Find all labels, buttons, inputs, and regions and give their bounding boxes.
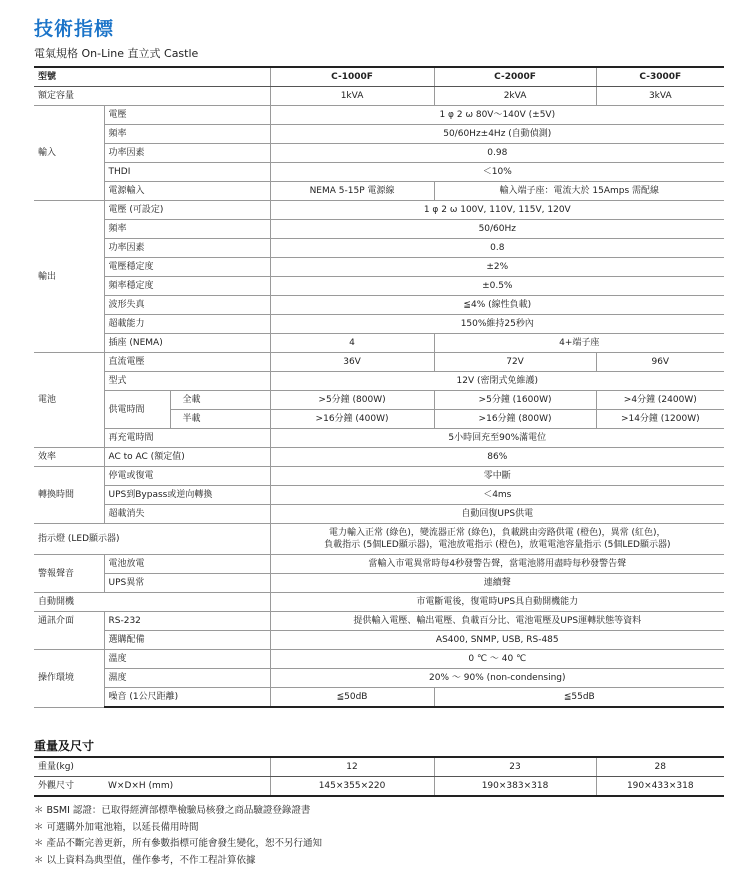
footnote: ＊ 以上資料為典型值，僅作參考，不作工程計算依據 bbox=[34, 854, 256, 866]
footnote: ＊ BSMI 認證：已取得經濟部標準檢驗局核發之商品驗證登錄證書 bbox=[34, 805, 311, 816]
led-description bbox=[270, 524, 724, 555]
cell-value: 1 φ 2 ω 100V, 110V, 115V, 120V bbox=[270, 201, 724, 220]
cell-value: 50/60Hz±4Hz (自動偵測) bbox=[270, 125, 724, 144]
row-label: 電壓 bbox=[104, 106, 270, 125]
table-row bbox=[34, 688, 724, 708]
category-env: 操作環境 bbox=[34, 650, 104, 708]
cell-value: 1kVA bbox=[270, 87, 434, 106]
cell-value: 輸入端子座：電流大於 15Amps 需配線 bbox=[434, 182, 724, 201]
table-row bbox=[34, 106, 724, 125]
cell-value: 36V bbox=[270, 353, 434, 372]
cell-value: 當輸入市電異常時每4秒發警告聲，當電池將用盡時每秒發警告聲 bbox=[270, 555, 724, 574]
cell-value: >16分鐘 (400W) bbox=[270, 410, 434, 429]
cell-value: 5小時回充至90%滿電位 bbox=[270, 429, 724, 448]
table-row bbox=[34, 593, 724, 612]
table-row bbox=[34, 555, 724, 574]
row-label: 停電或復電 bbox=[104, 467, 270, 486]
table-row bbox=[34, 182, 724, 201]
table-row bbox=[34, 144, 724, 163]
cell-value: 市電斷電後，復電時UPS具自動開機能力 bbox=[270, 593, 724, 612]
cell-value: 0.98 bbox=[270, 144, 724, 163]
table-row bbox=[34, 125, 724, 144]
row-label: 超載能力 bbox=[104, 315, 270, 334]
cell-value: 72V bbox=[434, 353, 596, 372]
table-row bbox=[34, 220, 724, 239]
row-label: 電壓穩定度 bbox=[104, 258, 270, 277]
cell-value: 3kVA bbox=[596, 87, 724, 106]
table-row bbox=[34, 429, 724, 448]
table-row bbox=[34, 372, 724, 391]
row-label: 供電時間 bbox=[104, 391, 170, 429]
table-row bbox=[34, 467, 724, 486]
cell-value: 145×355×220 bbox=[270, 777, 434, 797]
cell-value: >5分鐘 (800W) bbox=[270, 391, 434, 410]
cell-value: AS400, SNMP, USB, RS-485 bbox=[270, 631, 724, 650]
row-label: 直流電壓 bbox=[104, 353, 270, 372]
category-output: 輸出 bbox=[34, 201, 104, 353]
cell-value: 4 bbox=[270, 334, 434, 353]
weight-table bbox=[34, 756, 724, 797]
table-row bbox=[34, 334, 724, 353]
table-row bbox=[34, 258, 724, 277]
cell-value: ≦55dB bbox=[434, 688, 724, 708]
row-label: 插座 (NEMA) bbox=[104, 334, 270, 353]
cell-value: >4分鐘 (2400W) bbox=[596, 391, 724, 410]
row-label: 超載消失 bbox=[104, 505, 270, 524]
table-row bbox=[34, 277, 724, 296]
row-label: 重量(kg) bbox=[34, 757, 270, 777]
row-label: 溫度 bbox=[104, 650, 270, 669]
row-label: 功率因素 bbox=[104, 239, 270, 258]
cell-value: 2kVA bbox=[434, 87, 596, 106]
header-model-2: C-2000F bbox=[434, 67, 596, 87]
table-row bbox=[34, 448, 724, 467]
table-row bbox=[34, 650, 724, 669]
table-row bbox=[34, 669, 724, 688]
cell-value: 0 ℃ ～ 40 ℃ bbox=[270, 650, 724, 669]
led-line-1: 電力輸入正常 (綠色)，變流器正常 (綠色)，負載跳由旁路供電 (橙色)，異常 (紅色)， bbox=[329, 528, 666, 538]
category-comm: 通訊介面 bbox=[34, 612, 104, 650]
led-line-2: 負載指示 (5個LED顯示器)，電池放電指示 (橙色)，放電電池容量指示 (5個LED顯示器) bbox=[324, 540, 671, 550]
cell-value: >14分鐘 (1200W) bbox=[596, 410, 724, 429]
table-row bbox=[34, 757, 724, 777]
cell-value: 86% bbox=[270, 448, 724, 467]
cell-value: 96V bbox=[596, 353, 724, 372]
row-label: 電源輸入 bbox=[104, 182, 270, 201]
cell-value: 190×383×318 bbox=[434, 777, 596, 797]
row-label: 頻率穩定度 bbox=[104, 277, 270, 296]
cell-value: 20% ～ 90% (non-condensing) bbox=[270, 669, 724, 688]
row-label: AC to AC (額定值) bbox=[104, 448, 270, 467]
row-label: 頻率 bbox=[104, 220, 270, 239]
table-row bbox=[34, 631, 724, 650]
row-label: 功率因素 bbox=[104, 144, 270, 163]
row-label: 額定容量 bbox=[34, 87, 270, 106]
row-sublabel: 半載 bbox=[170, 410, 270, 429]
category-battery: 電池 bbox=[34, 353, 104, 448]
category-led: 指示燈 (LED顯示器) bbox=[34, 524, 270, 555]
cell-value: ＜4ms bbox=[270, 486, 724, 505]
category-autostart: 自動開機 bbox=[34, 593, 270, 612]
row-label: UPS異常 bbox=[104, 574, 270, 593]
table-row bbox=[34, 353, 724, 372]
cell-value: 1 φ 2 ω 80V～140V (±5V) bbox=[270, 106, 724, 125]
table-row bbox=[34, 574, 724, 593]
row-label: 頻率 bbox=[104, 125, 270, 144]
cell-value: ≦4% (線性負載) bbox=[270, 296, 724, 315]
cell-value: 28 bbox=[596, 757, 724, 777]
cell-value: 150%維持25秒內 bbox=[270, 315, 724, 334]
row-label: 濕度 bbox=[104, 669, 270, 688]
table-row bbox=[34, 201, 724, 220]
cell-value: 23 bbox=[434, 757, 596, 777]
row-label: RS-232 bbox=[104, 612, 270, 631]
row-label: 外觀尺寸 bbox=[34, 777, 104, 797]
row-label: 再充電時間 bbox=[104, 429, 270, 448]
category-alarm: 警報聲音 bbox=[34, 555, 104, 593]
table-row bbox=[34, 505, 724, 524]
cell-value: ±0.5% bbox=[270, 277, 724, 296]
cell-value: >16分鐘 (800W) bbox=[434, 410, 596, 429]
cell-value: ±2% bbox=[270, 258, 724, 277]
cell-value: >5分鐘 (1600W) bbox=[434, 391, 596, 410]
header-model-1: C-1000F bbox=[270, 67, 434, 87]
cell-value: 連續聲 bbox=[270, 574, 724, 593]
category-transfer: 轉換時間 bbox=[34, 467, 104, 524]
cell-value: 自動回復UPS供電 bbox=[270, 505, 724, 524]
header-model: 型號 bbox=[34, 67, 270, 87]
cell-value: ＜10% bbox=[270, 163, 724, 182]
table-header-row bbox=[34, 67, 724, 87]
table-row bbox=[34, 296, 724, 315]
category-input: 輸入 bbox=[34, 106, 104, 201]
row-sublabel: 全載 bbox=[170, 391, 270, 410]
row-label: 選購配備 bbox=[104, 631, 270, 650]
category-efficiency: 效率 bbox=[34, 448, 104, 467]
footnotes bbox=[34, 803, 322, 869]
cell-value: 12 bbox=[270, 757, 434, 777]
page-title: 技術指標 bbox=[34, 18, 115, 40]
footnote: ＊ 產品不斷完善更新，所有參數指標可能會發生變化，恕不另行通知 bbox=[34, 838, 323, 849]
row-label: 電壓 (可設定) bbox=[104, 201, 270, 220]
page-subtitle: 電氣規格 On-Line 直立式 Castle bbox=[34, 47, 199, 60]
table-row bbox=[34, 239, 724, 258]
cell-value: 提供輸入電壓、輸出電壓、負載百分比、電池電壓及UPS運轉狀態等資料 bbox=[270, 612, 724, 631]
table-row bbox=[34, 612, 724, 631]
cell-value: 50/60Hz bbox=[270, 220, 724, 239]
footnote: ＊ 可選購外加電池箱，以延長備用時間 bbox=[34, 821, 199, 833]
table-row bbox=[34, 315, 724, 334]
row-label: 波形失真 bbox=[104, 296, 270, 315]
table-row bbox=[34, 391, 724, 410]
cell-value: 12V (密閉式免維護) bbox=[270, 372, 724, 391]
table-row bbox=[34, 486, 724, 505]
cell-value: 零中斷 bbox=[270, 467, 724, 486]
table-row bbox=[34, 777, 724, 797]
section-title-weight: 重量及尺寸 bbox=[34, 739, 95, 753]
row-label: 電池放電 bbox=[104, 555, 270, 574]
cell-value: 4+端子座 bbox=[434, 334, 724, 353]
cell-value: 190×433×318 bbox=[596, 777, 724, 797]
table-row bbox=[34, 524, 724, 555]
cell-value: 0.8 bbox=[270, 239, 724, 258]
row-sublabel: W×D×H (mm) bbox=[104, 777, 270, 797]
row-label: 噪音 (1公尺距離) bbox=[104, 688, 270, 708]
table-row bbox=[34, 163, 724, 182]
row-label: THDI bbox=[104, 163, 270, 182]
header-model-3: C-3000F bbox=[596, 67, 724, 87]
row-label: 型式 bbox=[104, 372, 270, 391]
table-row bbox=[34, 87, 724, 106]
row-label: UPS到Bypass或逆向轉換 bbox=[104, 486, 270, 505]
cell-value: NEMA 5-15P 電源線 bbox=[270, 182, 434, 201]
spec-table bbox=[34, 66, 724, 708]
cell-value: ≦50dB bbox=[270, 688, 434, 708]
